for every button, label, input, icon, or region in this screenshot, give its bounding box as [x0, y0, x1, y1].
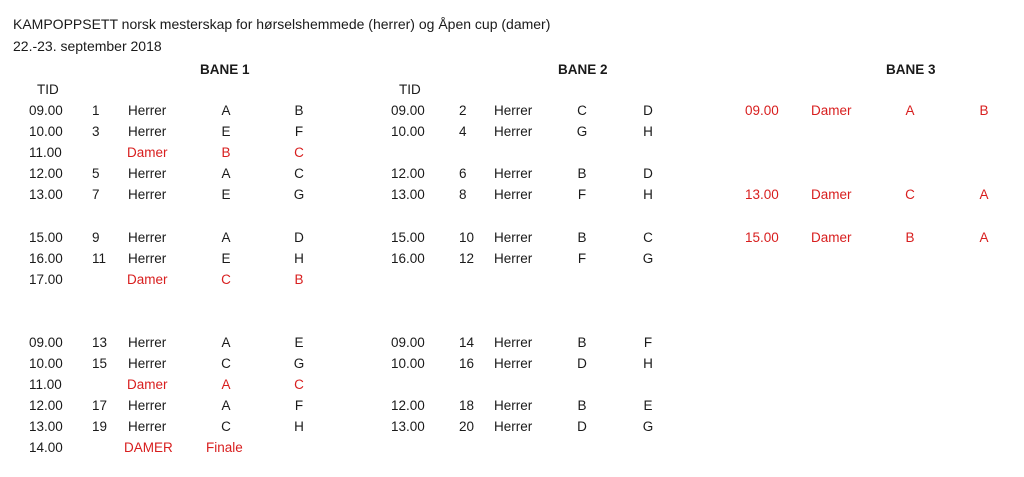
team-a-cell: F: [577, 187, 587, 202]
team-a-cell: A: [905, 103, 915, 118]
match-number: 8: [459, 187, 467, 202]
class-cell: Damer: [811, 103, 852, 118]
team-b-cell: H: [643, 124, 653, 139]
class-cell: Herrer: [128, 103, 167, 118]
schedule-title: KAMPOPPSETT norsk mesterskap for hørselshemmede (herrer) og Åpen cup (damer): [13, 16, 551, 32]
time-cell: 09.00: [391, 335, 425, 350]
time-cell: 13.00: [29, 187, 63, 202]
team-a-cell: E: [221, 251, 231, 266]
time-cell: 12.00: [391, 166, 425, 181]
time-cell: 15.00: [391, 230, 425, 245]
class-cell: Herrer: [494, 251, 533, 266]
team-b-cell: F: [294, 124, 304, 139]
class-cell: Herrer: [128, 398, 167, 413]
class-cell: Herrer: [128, 124, 167, 139]
match-number: 7: [92, 187, 100, 202]
class-cell: Herrer: [128, 251, 167, 266]
team-a-cell: E: [221, 187, 231, 202]
time-cell: 16.00: [29, 251, 63, 266]
time-cell: 13.00: [29, 419, 63, 434]
match-number: 4: [459, 124, 467, 139]
team-a-cell: A: [221, 230, 231, 245]
team-a-cell: E: [221, 124, 231, 139]
team-a-cell: A: [221, 398, 231, 413]
team-b-cell: E: [643, 398, 653, 413]
time-cell: 09.00: [29, 103, 63, 118]
team-a-cell: B: [577, 230, 587, 245]
match-number: 5: [92, 166, 100, 181]
class-cell: Herrer: [494, 356, 533, 371]
time-cell: 10.00: [29, 124, 63, 139]
time-cell: 09.00: [745, 103, 779, 118]
time-cell: 12.00: [29, 166, 63, 181]
match-number: 10: [459, 230, 475, 245]
team-b-cell: C: [294, 377, 304, 392]
match-number: 9: [92, 230, 100, 245]
team-a-cell: B: [905, 230, 915, 245]
class-cell: Damer: [811, 230, 852, 245]
class-cell: Damer: [127, 272, 168, 287]
time-cell: 16.00: [391, 251, 425, 266]
match-number: 1: [92, 103, 100, 118]
team-a-cell: A: [221, 377, 231, 392]
time-cell: 13.00: [391, 419, 425, 434]
match-number: 6: [459, 166, 467, 181]
team-b-cell: B: [294, 272, 304, 287]
bane1-tid-header: TID: [37, 82, 59, 97]
class-cell: DAMER: [124, 440, 173, 455]
time-cell: 13.00: [745, 187, 779, 202]
team-b-cell: E: [294, 335, 304, 350]
time-cell: 10.00: [391, 356, 425, 371]
team-b-cell: B: [979, 103, 989, 118]
team-b-cell: G: [293, 356, 305, 371]
time-cell: 10.00: [29, 356, 63, 371]
team-a-cell: B: [577, 398, 587, 413]
team-a-cell: Finale: [206, 440, 243, 455]
schedule-date: 22.-23. september 2018: [13, 38, 162, 54]
match-number: 14: [459, 335, 475, 350]
team-b-cell: A: [979, 187, 989, 202]
time-cell: 17.00: [29, 272, 63, 287]
team-b-cell: H: [643, 356, 653, 371]
class-cell: Herrer: [128, 166, 167, 181]
time-cell: 10.00: [391, 124, 425, 139]
bane1-header: BANE 1: [200, 62, 250, 77]
team-a-cell: A: [221, 166, 231, 181]
team-a-cell: D: [577, 419, 587, 434]
team-a-cell: F: [577, 251, 587, 266]
match-number: 11: [92, 251, 107, 266]
class-cell: Herrer: [494, 187, 533, 202]
time-cell: 14.00: [29, 440, 63, 455]
team-b-cell: C: [294, 145, 304, 160]
time-cell: 11.00: [29, 145, 62, 160]
class-cell: Herrer: [128, 356, 167, 371]
team-a-cell: A: [221, 335, 231, 350]
match-number: 2: [459, 103, 467, 118]
class-cell: Damer: [127, 145, 168, 160]
team-a-cell: A: [221, 103, 231, 118]
class-cell: Herrer: [494, 166, 533, 181]
match-number: 19: [92, 419, 108, 434]
time-cell: 12.00: [29, 398, 63, 413]
match-number: 20: [459, 419, 475, 434]
time-cell: 11.00: [29, 377, 62, 392]
team-b-cell: F: [643, 335, 653, 350]
team-b-cell: B: [294, 103, 304, 118]
team-a-cell: G: [576, 124, 588, 139]
team-a-cell: C: [905, 187, 915, 202]
team-b-cell: H: [294, 251, 304, 266]
class-cell: Herrer: [494, 398, 533, 413]
match-number: 15: [92, 356, 108, 371]
team-b-cell: H: [294, 419, 304, 434]
team-b-cell: G: [642, 251, 654, 266]
team-a-cell: C: [221, 272, 231, 287]
team-a-cell: D: [577, 356, 587, 371]
class-cell: Damer: [811, 187, 852, 202]
time-cell: 12.00: [391, 398, 425, 413]
class-cell: Herrer: [128, 187, 167, 202]
class-cell: Herrer: [494, 124, 533, 139]
team-a-cell: B: [221, 145, 231, 160]
class-cell: Herrer: [128, 230, 167, 245]
class-cell: Herrer: [494, 419, 533, 434]
team-a-cell: B: [577, 166, 587, 181]
class-cell: Herrer: [494, 103, 533, 118]
match-number: 12: [459, 251, 475, 266]
time-cell: 09.00: [391, 103, 425, 118]
match-number: 13: [92, 335, 108, 350]
class-cell: Herrer: [128, 335, 167, 350]
team-b-cell: D: [643, 166, 653, 181]
team-a-cell: B: [577, 335, 587, 350]
time-cell: 15.00: [745, 230, 779, 245]
team-b-cell: D: [643, 103, 653, 118]
match-number: 17: [92, 398, 108, 413]
time-cell: 09.00: [29, 335, 63, 350]
bane3-header: BANE 3: [886, 62, 936, 77]
team-b-cell: C: [294, 166, 304, 181]
team-b-cell: C: [643, 230, 653, 245]
team-b-cell: G: [642, 419, 654, 434]
match-number: 18: [459, 398, 475, 413]
match-number: 16: [459, 356, 475, 371]
team-b-cell: F: [294, 398, 304, 413]
class-cell: Herrer: [128, 419, 167, 434]
team-b-cell: G: [293, 187, 305, 202]
bane2-header: BANE 2: [558, 62, 608, 77]
class-cell: Herrer: [494, 335, 533, 350]
team-b-cell: A: [979, 230, 989, 245]
team-a-cell: C: [221, 356, 231, 371]
team-b-cell: D: [294, 230, 304, 245]
class-cell: Herrer: [494, 230, 533, 245]
class-cell: Damer: [127, 377, 168, 392]
time-cell: 15.00: [29, 230, 63, 245]
team-a-cell: C: [577, 103, 587, 118]
time-cell: 13.00: [391, 187, 425, 202]
team-a-cell: C: [221, 419, 231, 434]
bane2-tid-header: TID: [399, 82, 421, 97]
match-number: 3: [92, 124, 100, 139]
team-b-cell: H: [643, 187, 653, 202]
